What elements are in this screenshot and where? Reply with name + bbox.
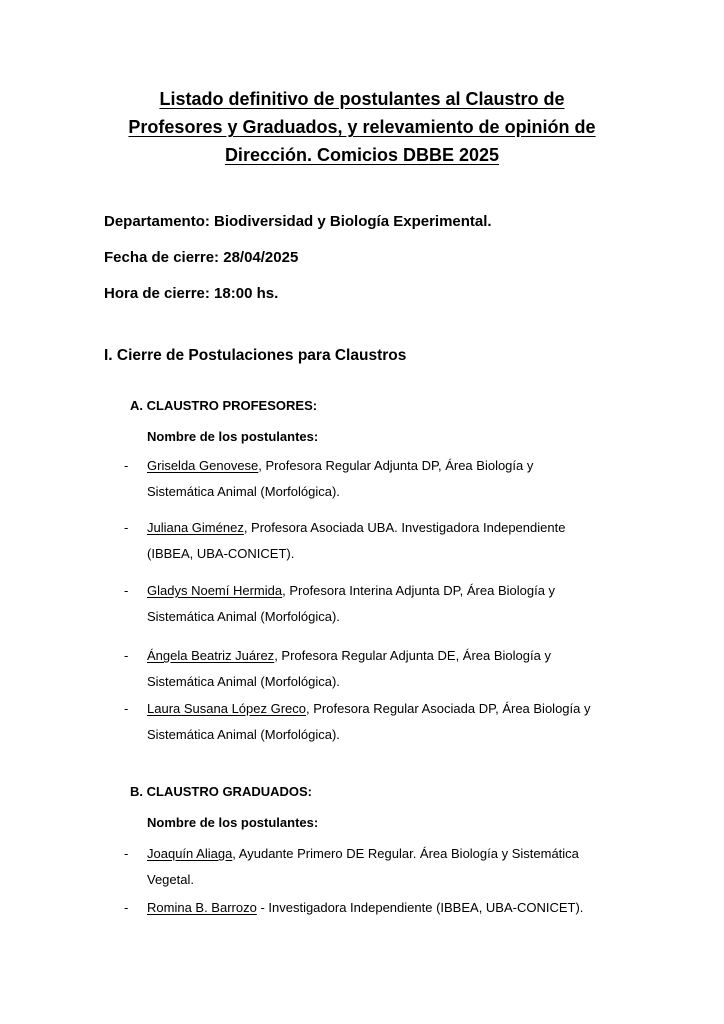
section-heading: I. Cierre de Postulaciones para Claustros — [104, 347, 407, 364]
close-date-line: Fecha de cierre: 28/04/2025 — [104, 249, 299, 266]
close-time-line: Hora de cierre: 18:00 hs. — [104, 285, 279, 302]
candidate-role-continued: Vegetal. — [147, 872, 194, 887]
candidate-role-continued: Sistemática Animal (Morfológica). — [147, 674, 340, 689]
candidate-role-continued: Sistemática Animal (Morfológica). — [147, 727, 340, 742]
list-item — [124, 696, 644, 748]
candidate-name: Romina B. Barrozo — [147, 900, 257, 915]
list-item — [124, 895, 644, 921]
candidate-role-continued: Sistemática Animal (Morfológica). — [147, 609, 340, 624]
title-line-1: Listado definitivo de postulantes al Claustro de — [159, 89, 565, 109]
list-dash: - — [124, 846, 129, 861]
list-item — [124, 841, 644, 893]
list-dash: - — [124, 583, 129, 598]
title-line-3: Dirección. Comicios DBBE 2025 — [224, 145, 500, 165]
graduados-heading: B. CLAUSTRO GRADUADOS: — [130, 784, 312, 799]
candidate-name: Griselda Genovese — [147, 458, 259, 473]
department-line: Departamento: Biodiversidad y Biología Experimental. — [104, 213, 492, 230]
graduados-names-label: Nombre de los postulantes: — [147, 815, 319, 830]
candidate-role: , Profesora Regular Adjunta DP, Área Biología y — [258, 458, 534, 473]
candidate-name: Juliana Giménez — [147, 520, 244, 535]
list-dash: - — [124, 900, 129, 915]
candidate-name: Laura Susana López Greco — [147, 701, 306, 716]
candidate-role-continued: Sistemática Animal (Morfológica). — [147, 484, 340, 499]
title-line-2: Profesores y Graduados, y relevamiento de opinión de — [128, 117, 596, 137]
profesores-names-label: Nombre de los postulantes: — [147, 429, 319, 444]
candidate-name: Gladys Noemí Hermida — [147, 583, 283, 598]
candidate-name: Ángela Beatriz Juárez — [147, 648, 275, 663]
list-dash: - — [124, 648, 129, 663]
candidate-role-continued: (IBBEA, UBA-CONICET). — [147, 546, 295, 561]
candidate-role: , Profesora Asociada UBA. Investigadora Independiente — [243, 520, 566, 535]
candidate-role: , Ayudante Primero DE Regular. Área Biología y Sistemática — [232, 846, 579, 861]
profesores-heading: A. CLAUSTRO PROFESORES: — [130, 398, 318, 413]
candidate-name: Joaquín Aliaga — [147, 846, 233, 861]
candidate-role: , Profesora Regular Asociada DP, Área Biología y — [306, 701, 591, 716]
list-dash: - — [124, 701, 129, 716]
list-item — [124, 578, 644, 630]
candidate-role: , Profesora Interina Adjunta DP, Área Biología y — [282, 583, 556, 598]
candidate-role: , Profesora Regular Adjunta DE, Área Biología y — [274, 648, 551, 663]
list-dash: - — [124, 520, 129, 535]
list-item — [124, 643, 644, 695]
document-title — [62, 85, 662, 169]
candidate-role: - Investigadora Independiente (IBBEA, UBA-CONICET). — [256, 900, 584, 915]
list-item — [124, 453, 644, 505]
list-dash: - — [124, 458, 129, 473]
list-item — [124, 515, 644, 567]
